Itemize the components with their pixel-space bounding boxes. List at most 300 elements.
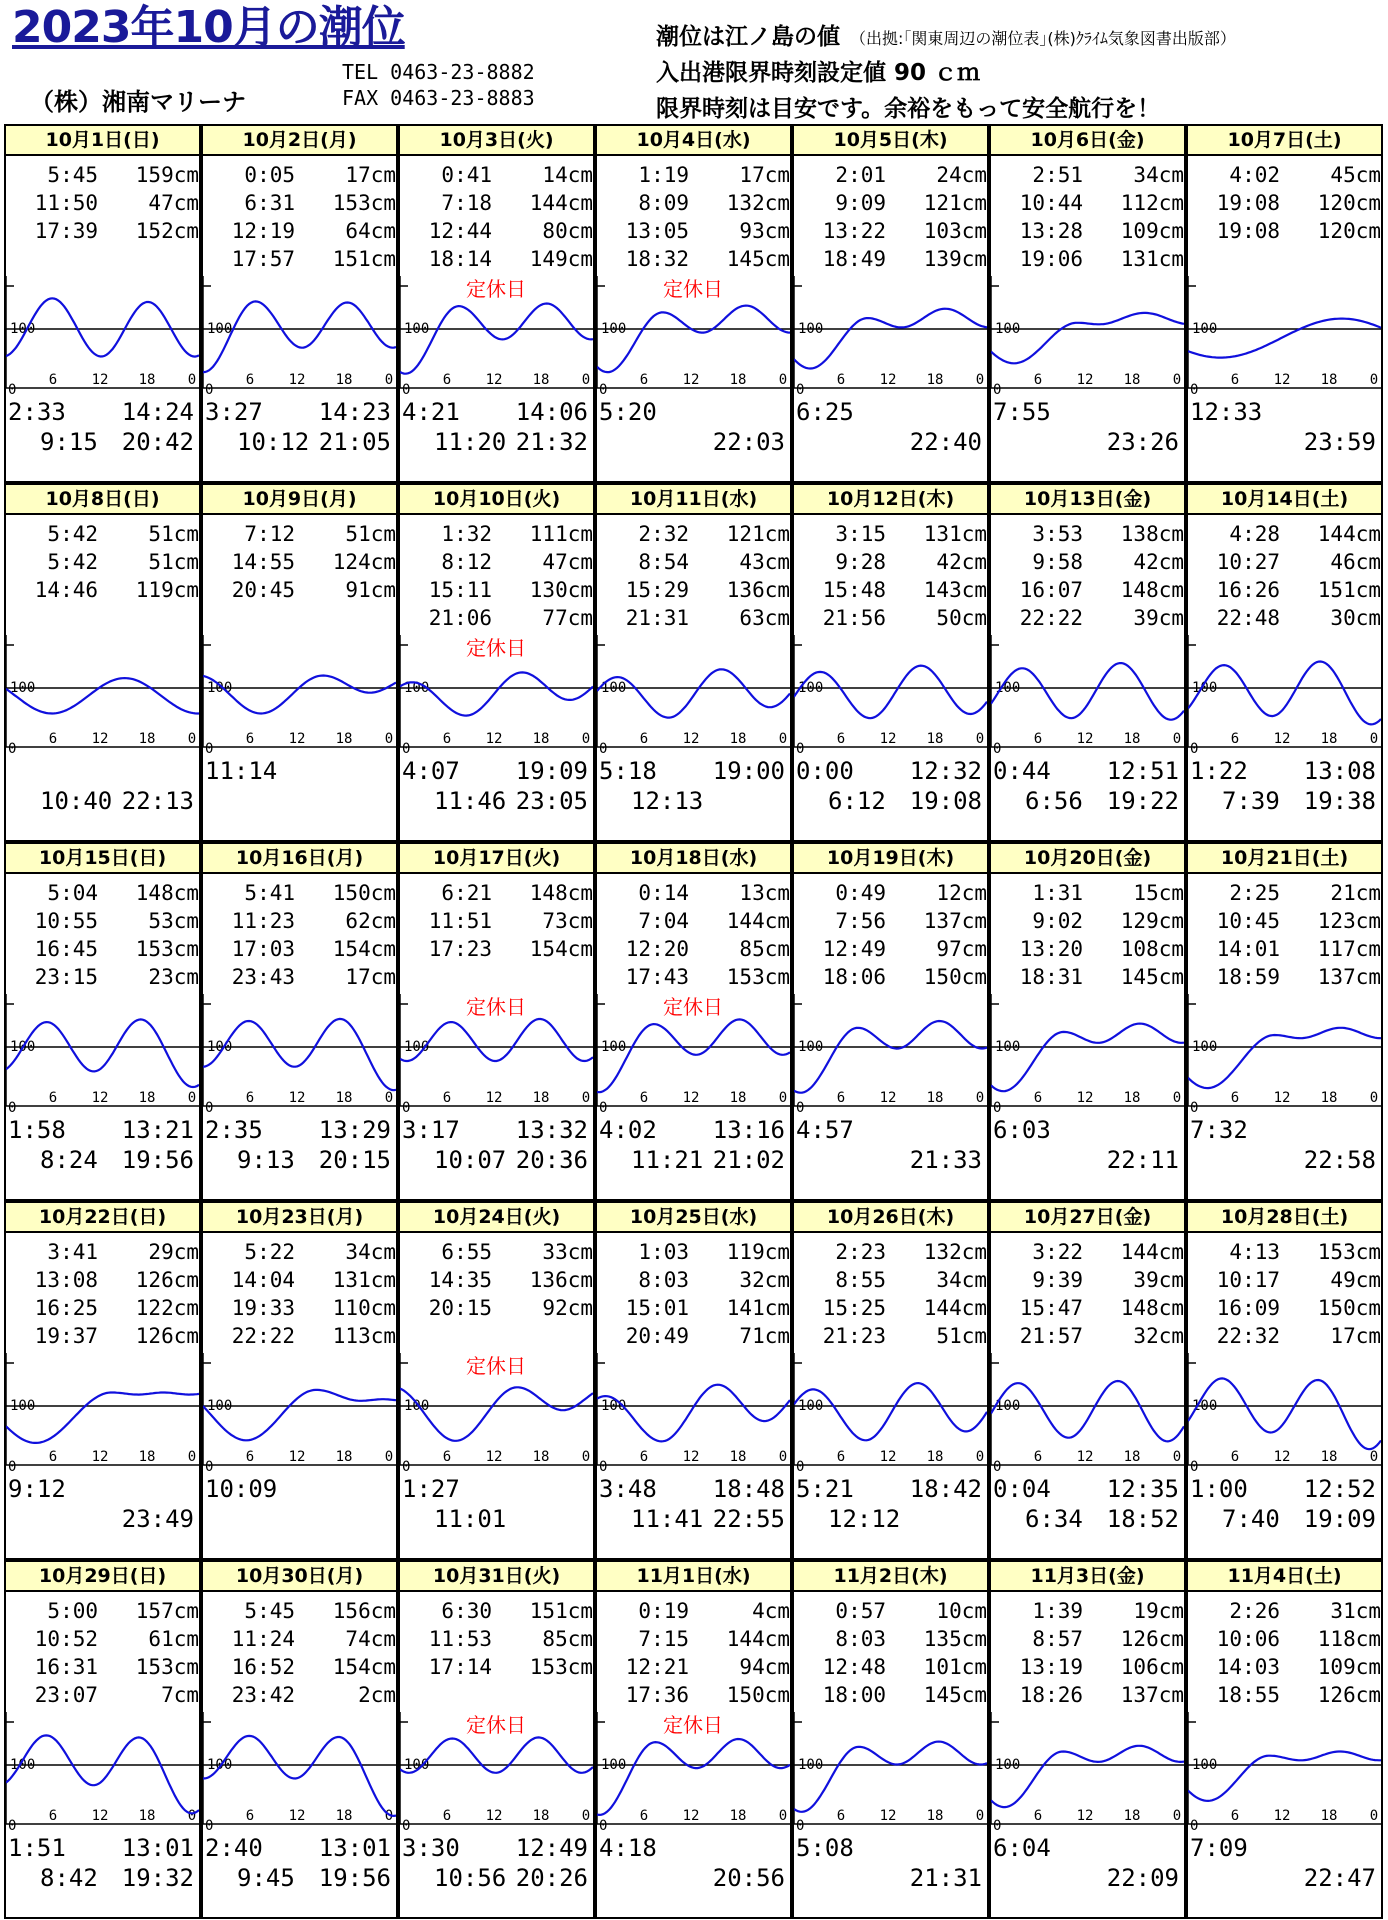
- tide-row: [597, 935, 790, 963]
- hour-tick-label: 0: [187, 731, 197, 747]
- hour-tick-label: 12: [485, 731, 503, 747]
- tide-row: [991, 604, 1184, 632]
- tide-height: 51cm: [148, 550, 199, 574]
- limit-time: 5:08: [796, 1834, 854, 1862]
- limit-time: 12:49: [515, 1834, 588, 1862]
- tide-time: 16:45: [34, 937, 98, 961]
- hour-tick-label: 6: [48, 1090, 58, 1106]
- page-title: 2023年10月の潮位: [12, 2, 405, 53]
- day-date: 10月9日(月): [203, 485, 396, 515]
- tide-row: [203, 1625, 396, 1653]
- tide-time: 10:45: [1216, 909, 1280, 933]
- limit-time: 20:56: [712, 1864, 785, 1892]
- tide-height: 144cm: [529, 191, 593, 215]
- day-cell: [792, 842, 989, 1201]
- limit-time: 11:01: [434, 1505, 507, 1533]
- limit-time: 1:22: [1190, 757, 1248, 785]
- tide-height: 2cm: [358, 1683, 396, 1707]
- tide-height: 121cm: [923, 191, 987, 215]
- tide-row: [597, 907, 790, 935]
- limit-time: 22:47: [1303, 1864, 1376, 1892]
- limit-times: [400, 1818, 593, 1917]
- limit-time: 1:51: [8, 1834, 66, 1862]
- tide-time: 5:45: [47, 163, 98, 187]
- tide-calendar: [4, 124, 1384, 1915]
- tide-height: 45cm: [1330, 163, 1381, 187]
- hour-tick-label: 6: [442, 1090, 452, 1106]
- hour-tick-label: 18: [729, 1449, 747, 1465]
- tide-graph: [400, 994, 593, 1114]
- day-date: 10月23日(月): [203, 1203, 396, 1233]
- hour-tick-label: 0: [1172, 1808, 1182, 1824]
- limit-time: 4:02: [599, 1116, 657, 1144]
- hour-tick-label: 6: [1033, 1808, 1043, 1824]
- tide-height: 136cm: [726, 578, 790, 602]
- limit-times: [203, 1818, 396, 1917]
- tide-row: [991, 520, 1184, 548]
- limit-time: 22:13: [121, 787, 194, 815]
- tide-height: 141cm: [726, 1296, 790, 1320]
- tide-row: [1188, 1294, 1381, 1322]
- tide-row: [597, 1625, 790, 1653]
- hour-tick-label: 12: [1076, 731, 1094, 747]
- limit-time: 3:27: [205, 398, 263, 426]
- level-100-label: 100: [207, 680, 233, 696]
- tide-curve-chart: [991, 1712, 1184, 1832]
- limit-time: 6:25: [796, 398, 854, 426]
- hour-tick-label: 12: [1076, 1090, 1094, 1106]
- hour-tick-label: 0: [1369, 1449, 1379, 1465]
- tide-row: [991, 189, 1184, 217]
- tide-height: 51cm: [148, 522, 199, 546]
- limit-times: [794, 1459, 987, 1558]
- tide-time: 2:23: [835, 1240, 886, 1264]
- tide-time: 21:57: [1019, 1324, 1083, 1348]
- tide-row: [597, 604, 790, 632]
- limit-time: 19:09: [515, 757, 588, 785]
- level-100-label: 100: [10, 1757, 36, 1773]
- tide-curve-chart: [597, 994, 790, 1114]
- zero-label: 0: [402, 1459, 411, 1475]
- limit-times: [400, 741, 593, 840]
- tide-curve-chart: [794, 1353, 987, 1473]
- tide-graph: [794, 994, 987, 1114]
- hour-tick-label: 0: [187, 372, 197, 388]
- tide-time: 8:03: [835, 1627, 886, 1651]
- tide-curve: [203, 1736, 396, 1816]
- tide-row: [1188, 161, 1381, 189]
- tide-time: 8:03: [638, 1268, 689, 1292]
- tide-time: 4:28: [1229, 522, 1280, 546]
- tide-row: [597, 1294, 790, 1322]
- safety-note: 限界時刻は目安です。余裕をもって安全航行を！: [656, 96, 1161, 122]
- tide-height: 113cm: [332, 1324, 396, 1348]
- limit-time: 14:23: [318, 398, 391, 426]
- limit-time: 22:58: [1303, 1146, 1376, 1174]
- limit-time: 23:59: [1303, 428, 1376, 456]
- tide-height: 118cm: [1317, 1627, 1381, 1651]
- closed-day-label: 定休日: [466, 995, 526, 1019]
- tide-row: [597, 1653, 790, 1681]
- tide-list: [794, 520, 987, 632]
- day-cell: [201, 483, 398, 842]
- limit-time: 12:35: [1106, 1475, 1179, 1503]
- limit-time: 6:34: [1025, 1505, 1083, 1533]
- source-citation: （出拠:｢関東周辺の潮位表｣(株)ｸﾗｲﾑ気象図書出版部）: [850, 29, 1236, 48]
- limit-time: 4:18: [599, 1834, 657, 1862]
- tide-time: 12:44: [428, 219, 492, 243]
- tide-time: 16:25: [34, 1296, 98, 1320]
- tide-height: 23cm: [148, 965, 199, 989]
- tide-time: 8:12: [441, 550, 492, 574]
- tide-row: [6, 548, 199, 576]
- tide-time: 5:22: [244, 1240, 295, 1264]
- tide-graph: [400, 1353, 593, 1473]
- tide-time: 2:51: [1032, 163, 1083, 187]
- tide-time: 12:49: [822, 937, 886, 961]
- tide-height: 17cm: [739, 163, 790, 187]
- tide-row: [400, 1597, 593, 1625]
- tide-row: [1188, 1653, 1381, 1681]
- limit-time: 11:20: [434, 428, 507, 456]
- tide-row: [794, 1597, 987, 1625]
- zero-label: 0: [993, 741, 1002, 757]
- tide-curve-chart: [597, 635, 790, 755]
- day-cell: [792, 1560, 989, 1919]
- limit-times: [597, 1100, 790, 1199]
- limit-time: 13:32: [515, 1116, 588, 1144]
- tide-graph: [991, 994, 1184, 1114]
- tide-row: [597, 879, 790, 907]
- limit-time: 7:09: [1190, 1834, 1248, 1862]
- tide-list: [1188, 879, 1381, 991]
- limit-time: 21:02: [712, 1146, 785, 1174]
- hour-tick-label: 0: [1172, 1449, 1182, 1465]
- limit-time: 0:00: [796, 757, 854, 785]
- tide-list: [400, 520, 593, 632]
- tide-time: 1:19: [638, 163, 689, 187]
- limit-times: [1188, 1818, 1381, 1917]
- tide-curve-chart: [991, 1353, 1184, 1473]
- hour-tick-label: 18: [335, 731, 353, 747]
- tide-time: 14:01: [1216, 937, 1280, 961]
- hour-tick-label: 12: [91, 731, 109, 747]
- tide-row: [6, 1653, 199, 1681]
- tide-time: 0:14: [638, 881, 689, 905]
- tide-curve: [794, 309, 987, 369]
- hour-tick-label: 12: [485, 1808, 503, 1824]
- limit-time: 21:32: [515, 428, 588, 456]
- tide-row: [203, 520, 396, 548]
- limit-times: [597, 741, 790, 840]
- level-100-label: 100: [601, 321, 627, 337]
- limit-times: [991, 1818, 1184, 1917]
- limit-times: [597, 1459, 790, 1558]
- hour-tick-label: 18: [532, 372, 550, 388]
- tide-time: 12:21: [625, 1655, 689, 1679]
- day-cell: [4, 1560, 201, 1919]
- tide-row: [1188, 1238, 1381, 1266]
- tide-curve-chart: [1188, 1712, 1381, 1832]
- day-date: 11月1日(水): [597, 1562, 790, 1592]
- limit-times: [991, 382, 1184, 481]
- tide-height: 71cm: [739, 1324, 790, 1348]
- zero-label: 0: [796, 1818, 805, 1834]
- hour-tick-label: 0: [581, 1090, 591, 1106]
- tide-height: 139cm: [923, 247, 987, 271]
- tide-graph: [794, 1712, 987, 1832]
- tide-row: [400, 1625, 593, 1653]
- tide-list: [794, 879, 987, 991]
- zero-label: 0: [402, 1100, 411, 1116]
- tide-height: 24cm: [936, 163, 987, 187]
- tide-time: 9:39: [1032, 1268, 1083, 1292]
- tide-height: 145cm: [1120, 965, 1184, 989]
- tide-list: [991, 161, 1184, 273]
- day-date: 10月10日(火): [400, 485, 593, 515]
- day-date: 10月12日(木): [794, 485, 987, 515]
- tide-height: 152cm: [135, 219, 199, 243]
- limit-time: 4:57: [796, 1116, 854, 1144]
- tide-time: 0:57: [835, 1599, 886, 1623]
- tide-time: 21:31: [625, 606, 689, 630]
- tide-graph: [597, 1353, 790, 1473]
- tide-time: 18:00: [822, 1683, 886, 1707]
- tide-time: 9:28: [835, 550, 886, 574]
- limit-times: [6, 741, 199, 840]
- tide-height: 61cm: [148, 1627, 199, 1651]
- company-name: （株）湘南マリーナ: [30, 88, 246, 116]
- tide-row: [794, 1238, 987, 1266]
- tide-graph: [794, 1353, 987, 1473]
- hour-tick-label: 0: [384, 372, 394, 388]
- limit-time: 21:05: [318, 428, 391, 456]
- limit-times: [400, 1100, 593, 1199]
- level-100-label: 100: [798, 1039, 824, 1055]
- zero-label: 0: [8, 382, 17, 398]
- tide-height: 150cm: [923, 965, 987, 989]
- tide-height: 153cm: [529, 1655, 593, 1679]
- tide-list: [6, 1238, 199, 1350]
- day-cell: [989, 483, 1186, 842]
- tide-height: 91cm: [345, 578, 396, 602]
- limit-time: 18:48: [712, 1475, 785, 1503]
- tide-row: [794, 245, 987, 273]
- day-cell: [792, 483, 989, 842]
- tide-height: 153cm: [135, 937, 199, 961]
- tide-list: [794, 1238, 987, 1350]
- hour-tick-label: 6: [48, 731, 58, 747]
- tide-height: 153cm: [135, 1655, 199, 1679]
- tide-time: 20:49: [625, 1324, 689, 1348]
- hour-tick-label: 18: [729, 1090, 747, 1106]
- day-cell: [989, 842, 1186, 1201]
- limit-time: 21:31: [909, 1864, 982, 1892]
- day-cell: [201, 1201, 398, 1560]
- tide-curve-chart: [794, 635, 987, 755]
- tide-height: 144cm: [726, 909, 790, 933]
- limit-times: [1188, 382, 1381, 481]
- tide-row: [203, 217, 396, 245]
- tide-time: 5:42: [47, 550, 98, 574]
- day-date: 10月14日(土): [1188, 485, 1381, 515]
- hour-tick-label: 0: [384, 731, 394, 747]
- day-date: 10月5日(木): [794, 126, 987, 156]
- level-100-label: 100: [995, 1039, 1021, 1055]
- limit-times: [400, 382, 593, 481]
- day-date: 10月13日(金): [991, 485, 1184, 515]
- zero-label: 0: [1190, 741, 1199, 757]
- limit-times: [991, 1459, 1184, 1558]
- tide-height: 151cm: [1317, 578, 1381, 602]
- hour-tick-label: 12: [879, 731, 897, 747]
- tide-list: [400, 879, 593, 963]
- day-cell: [1186, 124, 1383, 483]
- tide-list: [203, 520, 396, 604]
- day-cell: [1186, 483, 1383, 842]
- limit-times: [6, 382, 199, 481]
- tide-graph: [203, 1712, 396, 1832]
- tide-row: [794, 548, 987, 576]
- tide-row: [6, 1266, 199, 1294]
- tide-height: 49cm: [1330, 1268, 1381, 1292]
- tide-curve-chart: [6, 635, 199, 755]
- closed-day-label: 定休日: [663, 1713, 723, 1737]
- tide-row: [597, 1597, 790, 1625]
- tide-list: [794, 1597, 987, 1709]
- tide-curve-chart: [1188, 276, 1381, 396]
- tide-height: 120cm: [1317, 219, 1381, 243]
- hour-tick-label: 6: [442, 1449, 452, 1465]
- tide-height: 85cm: [739, 937, 790, 961]
- limit-time: 12:13: [631, 787, 704, 815]
- level-100-label: 100: [995, 321, 1021, 337]
- tide-height: 34cm: [1133, 163, 1184, 187]
- tide-time: 10:17: [1216, 1268, 1280, 1292]
- tide-height: 29cm: [148, 1240, 199, 1264]
- tide-time: 0:41: [441, 163, 492, 187]
- tide-row: [6, 1681, 199, 1709]
- limit-time: 6:56: [1025, 787, 1083, 815]
- tide-curve-chart: [991, 276, 1184, 396]
- hour-tick-label: 12: [879, 1090, 897, 1106]
- day-cell: [989, 1201, 1186, 1560]
- tide-time: 18:49: [822, 247, 886, 271]
- zero-label: 0: [599, 1100, 608, 1116]
- hour-tick-label: 18: [1123, 731, 1141, 747]
- day-date: 10月18日(水): [597, 844, 790, 874]
- tide-time: 13:08: [34, 1268, 98, 1292]
- hour-tick-label: 18: [1123, 1090, 1141, 1106]
- day-date: 10月29日(日): [6, 1562, 199, 1592]
- day-cell: [595, 842, 792, 1201]
- tide-time: 18:59: [1216, 965, 1280, 989]
- zero-label: 0: [993, 382, 1002, 398]
- tide-time: 17:39: [34, 219, 98, 243]
- tide-height: 17cm: [345, 163, 396, 187]
- tide-height: 144cm: [923, 1296, 987, 1320]
- tide-curve: [1188, 1028, 1381, 1088]
- hour-tick-label: 12: [879, 1808, 897, 1824]
- tide-height: 131cm: [332, 1268, 396, 1292]
- limit-times: [6, 1100, 199, 1199]
- tide-height: 119cm: [135, 578, 199, 602]
- day-cell: [595, 124, 792, 483]
- hour-tick-label: 6: [245, 731, 255, 747]
- limit-time: 12:12: [828, 1505, 901, 1533]
- tide-height: 106cm: [1120, 1655, 1184, 1679]
- tide-list: [1188, 1238, 1381, 1350]
- zero-label: 0: [1190, 1100, 1199, 1116]
- tide-time: 8:54: [638, 550, 689, 574]
- tide-row: [597, 1238, 790, 1266]
- level-100-label: 100: [10, 1398, 36, 1414]
- tide-graph: [597, 1712, 790, 1832]
- hour-tick-label: 18: [729, 372, 747, 388]
- tide-curve-chart: [597, 1712, 790, 1832]
- tide-row: [203, 161, 396, 189]
- tide-row: [203, 1653, 396, 1681]
- day-date: 10月22日(日): [6, 1203, 199, 1233]
- tide-row: [6, 1322, 199, 1350]
- tide-row: [203, 1681, 396, 1709]
- tide-curve-chart: [794, 1712, 987, 1832]
- day-cell: [398, 1560, 595, 1919]
- limit-times: [991, 741, 1184, 840]
- limit-time: 7:55: [993, 398, 1051, 426]
- tide-row: [991, 907, 1184, 935]
- tide-graph: [6, 1353, 199, 1473]
- hour-tick-label: 0: [1172, 731, 1182, 747]
- day-cell: [989, 124, 1186, 483]
- level-100-label: 100: [404, 321, 430, 337]
- tide-row: [794, 907, 987, 935]
- limit-time: 12:32: [909, 757, 982, 785]
- tide-time: 16:07: [1019, 578, 1083, 602]
- tide-height: 33cm: [542, 1240, 593, 1264]
- day-cell: [595, 1560, 792, 1919]
- day-date: 10月17日(火): [400, 844, 593, 874]
- tide-curve-chart: [400, 994, 593, 1114]
- tide-time: 10:06: [1216, 1627, 1280, 1651]
- tide-time: 6:31: [244, 191, 295, 215]
- hour-tick-label: 12: [682, 1808, 700, 1824]
- tide-row: [203, 548, 396, 576]
- limit-time: 5:20: [599, 398, 657, 426]
- limit-time: 23:05: [515, 787, 588, 815]
- tide-row: [400, 1294, 593, 1322]
- tide-row: [991, 217, 1184, 245]
- zero-label: 0: [993, 1818, 1002, 1834]
- tide-time: 13:28: [1019, 219, 1083, 243]
- tide-time: 23:07: [34, 1683, 98, 1707]
- limit-time: 22:55: [712, 1505, 785, 1533]
- zero-label: 0: [8, 1818, 17, 1834]
- zero-label: 0: [1190, 1818, 1199, 1834]
- tide-list: [6, 161, 199, 245]
- tide-height: 154cm: [529, 937, 593, 961]
- tide-height: 34cm: [936, 1268, 987, 1292]
- hour-tick-label: 0: [1369, 1090, 1379, 1106]
- limit-time: 13:08: [1303, 757, 1376, 785]
- tide-height: 129cm: [1120, 909, 1184, 933]
- tide-row: [6, 879, 199, 907]
- closed-day-label: 定休日: [466, 636, 526, 660]
- level-100-label: 100: [404, 680, 430, 696]
- tide-height: 130cm: [529, 578, 593, 602]
- tide-time: 17:03: [231, 937, 295, 961]
- day-cell: [201, 1560, 398, 1919]
